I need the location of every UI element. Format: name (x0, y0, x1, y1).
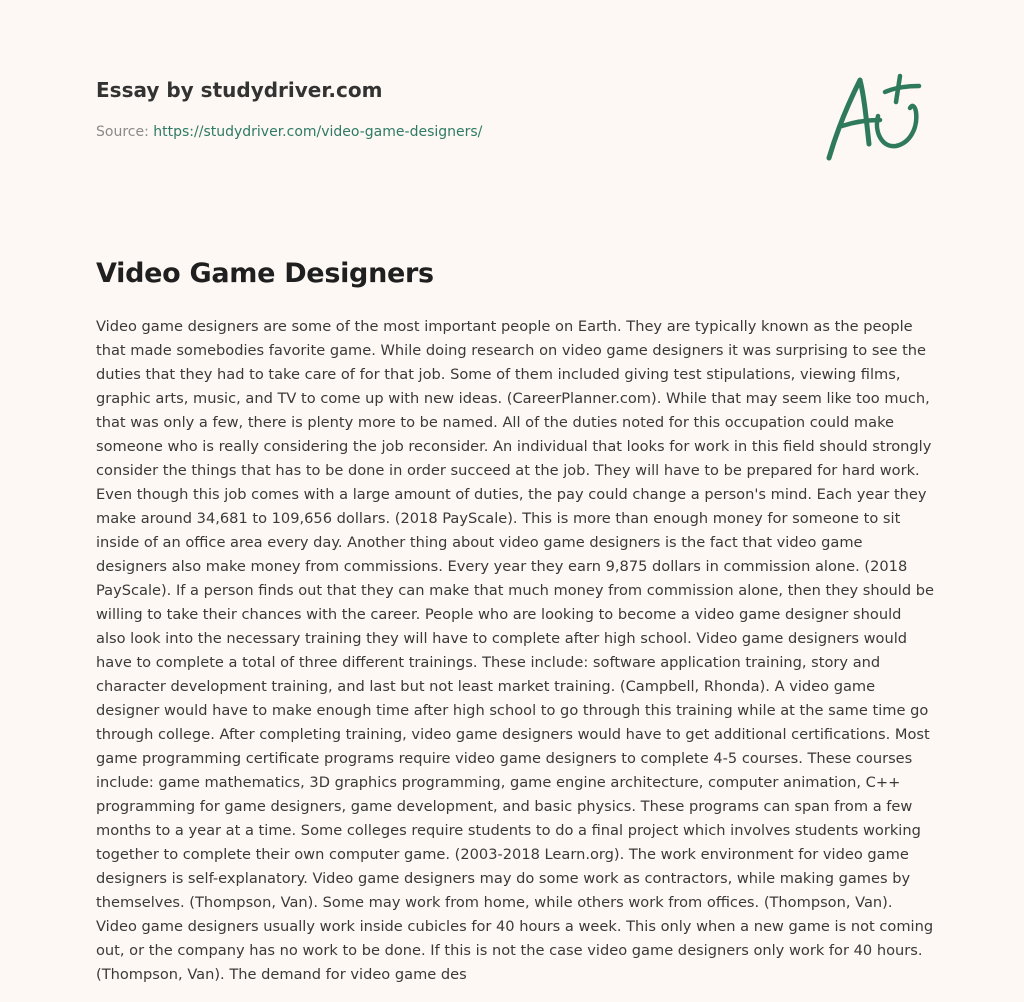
source-link[interactable]: https://studydriver.com/video-game-designers/ (153, 124, 483, 140)
essay-body: Video game designers are some of the most important people on Earth. They are typically known as the people that made somebodies favorite game. While doing research on video game designers it was surprising to see the duties that they had to take care of for that job. Some of them included giving test stipulations, viewing films, graphic arts, music, and TV to come up with new ideas. (CareerPlanner.com). While that may seem like too much, that was only a few, there is plenty more to be named. All of the duties noted for this occupation could make someone who is really considering the job reconsider. An individual that looks for work in this field should strongly consider the things that has to be done in order succeed at the job. They will have to be prepared for hard work. Even though this job comes with a large amount of duties, the pay could change a person's mind. Each year they make around 34,681 to 109,656 dollars. (2018 PayScale). This is more than enough money for someone to sit inside of an office area every day. Another thing about video game designers is the fact that video game designers also make money from commissions. Every year they earn 9,875 dollars in commission alone. (2018 PayScale). If a person finds out that they can make that much money from commission alone, then they should be willing to take their chances with the career. People who are looking to become a video game designer should also look into the necessary training they will have to complete after high school. Video game designers would have to complete a total of three different trainings. These include: software application training, story and character development training, and last but not least market training. (Campbell, Rhonda). A video game designer would have to make enough time after high school to go through this training while at the same time go through college. After completing training, video game designers would have to get additional certifications. Most game programming certificate programs require video game designers to complete 4-5 courses. These courses include: game mathematics, 3D graphics programming, game engine architecture, computer animation, C++ programming for game designers, game development, and basic physics. These programs can span from a few months to a year at a time. Some colleges require students to do a final project which involves students working together to complete their own computer game. (2003-2018 Learn.org). The work environment for video game designers is self-explanatory. Video game designers may do some work as contractors, while making games by themselves. (Thompson, Van). Some may work from home, while others work from offices. (Thompson, Van). Video game designers usually work inside cubicles for 40 hours a week. This only when a new game is not coming out, or the company has no work to be done. If this is not the case video game designers only work for 40 hours. (Thompson, Van). The demand for video game des (96, 318, 934, 983)
essay-title: Video Game Designers (96, 258, 434, 289)
a-plus-grade-logo-icon (822, 68, 926, 164)
source-label: Source: (96, 124, 149, 140)
site-title: Essay by studydriver.com (96, 78, 383, 102)
essay-header (96, 76, 796, 141)
source-line (96, 123, 796, 141)
